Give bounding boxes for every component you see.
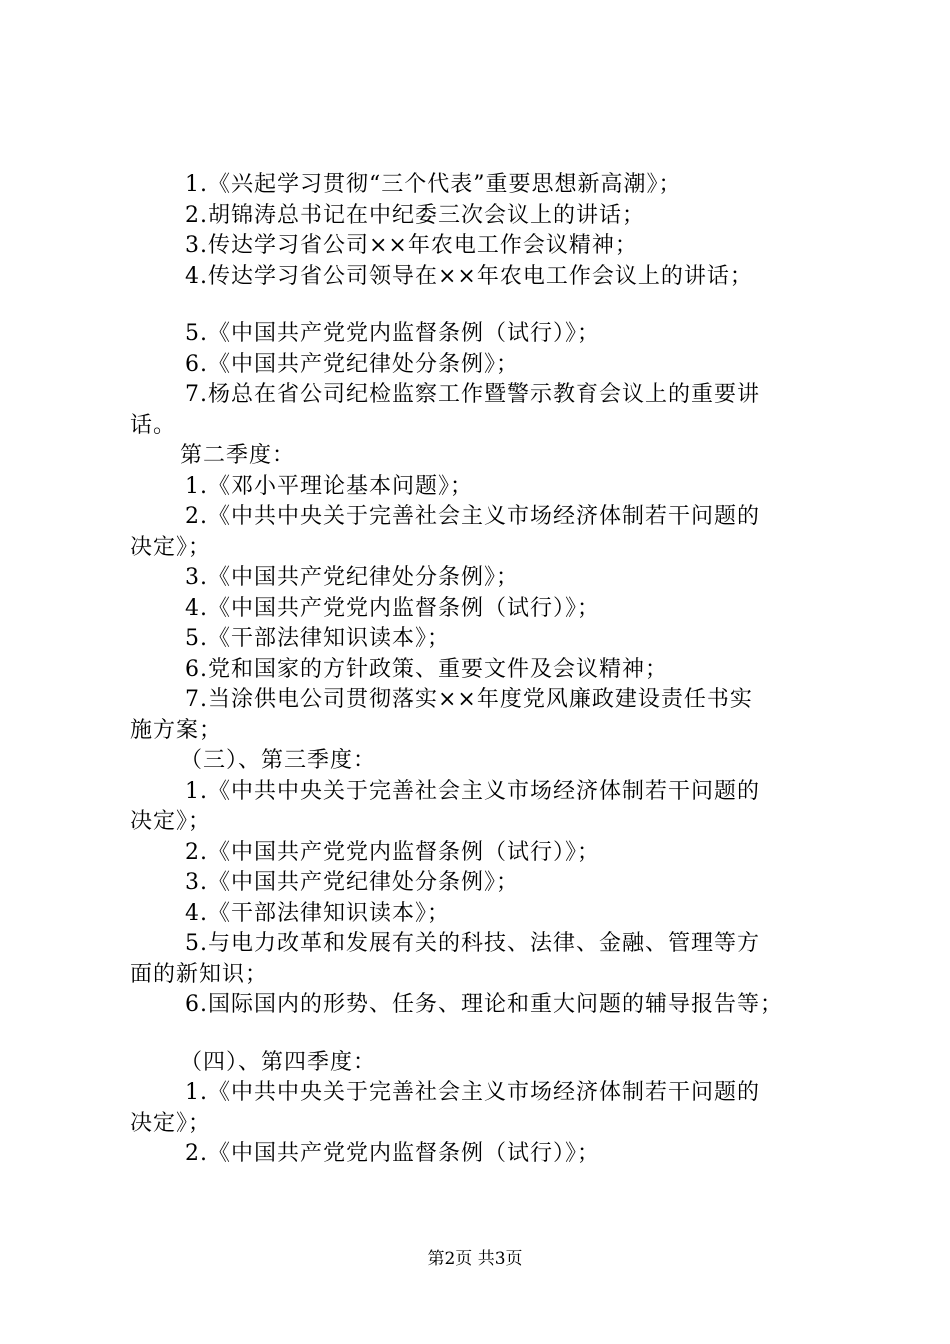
list-item-continuation: 话。 <box>130 412 177 438</box>
section-heading-q2: 第二季度： <box>180 443 296 468</box>
list-item: 5.《干部法律知识读本》； <box>185 626 450 651</box>
list-item: 7.当涂供电公司贯彻落实××年度党风廉政建设责任书实 <box>185 687 753 712</box>
list-item: 3.《中国共产党纪律处分条例》； <box>185 870 519 895</box>
list-item-continuation: 施方案； <box>130 717 223 743</box>
list-item: 3.《中国共产党纪律处分条例》； <box>185 565 519 590</box>
spacer <box>130 1021 830 1048</box>
list-item: 1.《中共中央关于完善社会主义市场经济体制若干问题的 <box>185 1080 760 1105</box>
section-heading-q4: （四）、第四季度： <box>180 1049 377 1075</box>
list-item: 6.国际国内的形势、任务、理论和重大问题的辅导报告等； <box>185 992 783 1017</box>
list-item: 5.与电力改革和发展有关的科技、法律、金融、管理等方 <box>185 931 760 956</box>
list-item: 2.《中国共产党党内监督条例（试行）》； <box>185 839 600 865</box>
list-item: 4.传达学习省公司领导在××年农电工作会议上的讲话； <box>185 263 753 289</box>
list-item: 1.《兴起学习贯彻“三个代表”重要思想新高潮》； <box>185 172 682 197</box>
list-item-continuation: 决定》； <box>130 1110 212 1136</box>
page-footer: 第2页 共3页 <box>427 1249 523 1269</box>
list-item: 6.《中国共产党纪律处分条例》； <box>185 351 519 377</box>
section-heading-q3: （三）、第三季度： <box>180 748 377 773</box>
list-item: 6.党和国家的方针政策、重要文件及会议精神； <box>185 656 668 682</box>
list-item: 1.《中共中央关于完善社会主义市场经济体制若干问题的 <box>185 778 760 804</box>
document-body <box>130 170 830 1170</box>
list-item: 7.杨总在省公司纪检监察工作暨警示教育会议上的重要讲 <box>185 382 760 407</box>
list-item: 2.胡锦涛总书记在中纪委三次会议上的讲话； <box>185 202 645 228</box>
list-item-continuation: 面的新知识； <box>130 961 269 987</box>
spacer <box>130 292 830 319</box>
list-item: 1.《邓小平理论基本问题》； <box>185 473 473 499</box>
list-item: 2.《中国共产党党内监督条例（试行）》； <box>185 1141 600 1166</box>
list-item: 5.《中国共产党党内监督条例（试行）》； <box>185 321 600 346</box>
list-item: 3.传达学习省公司××年农电工作会议精神； <box>185 233 638 258</box>
list-item: 2.《中共中央关于完善社会主义市场经济体制若干问题的 <box>185 504 760 529</box>
list-item: 4.《中国共产党党内监督条例（试行）》； <box>185 595 600 621</box>
list-item-continuation: 决定》； <box>130 534 212 560</box>
list-item-continuation: 决定》； <box>130 809 212 834</box>
list-item: 4.《干部法律知识读本》； <box>185 900 450 926</box>
